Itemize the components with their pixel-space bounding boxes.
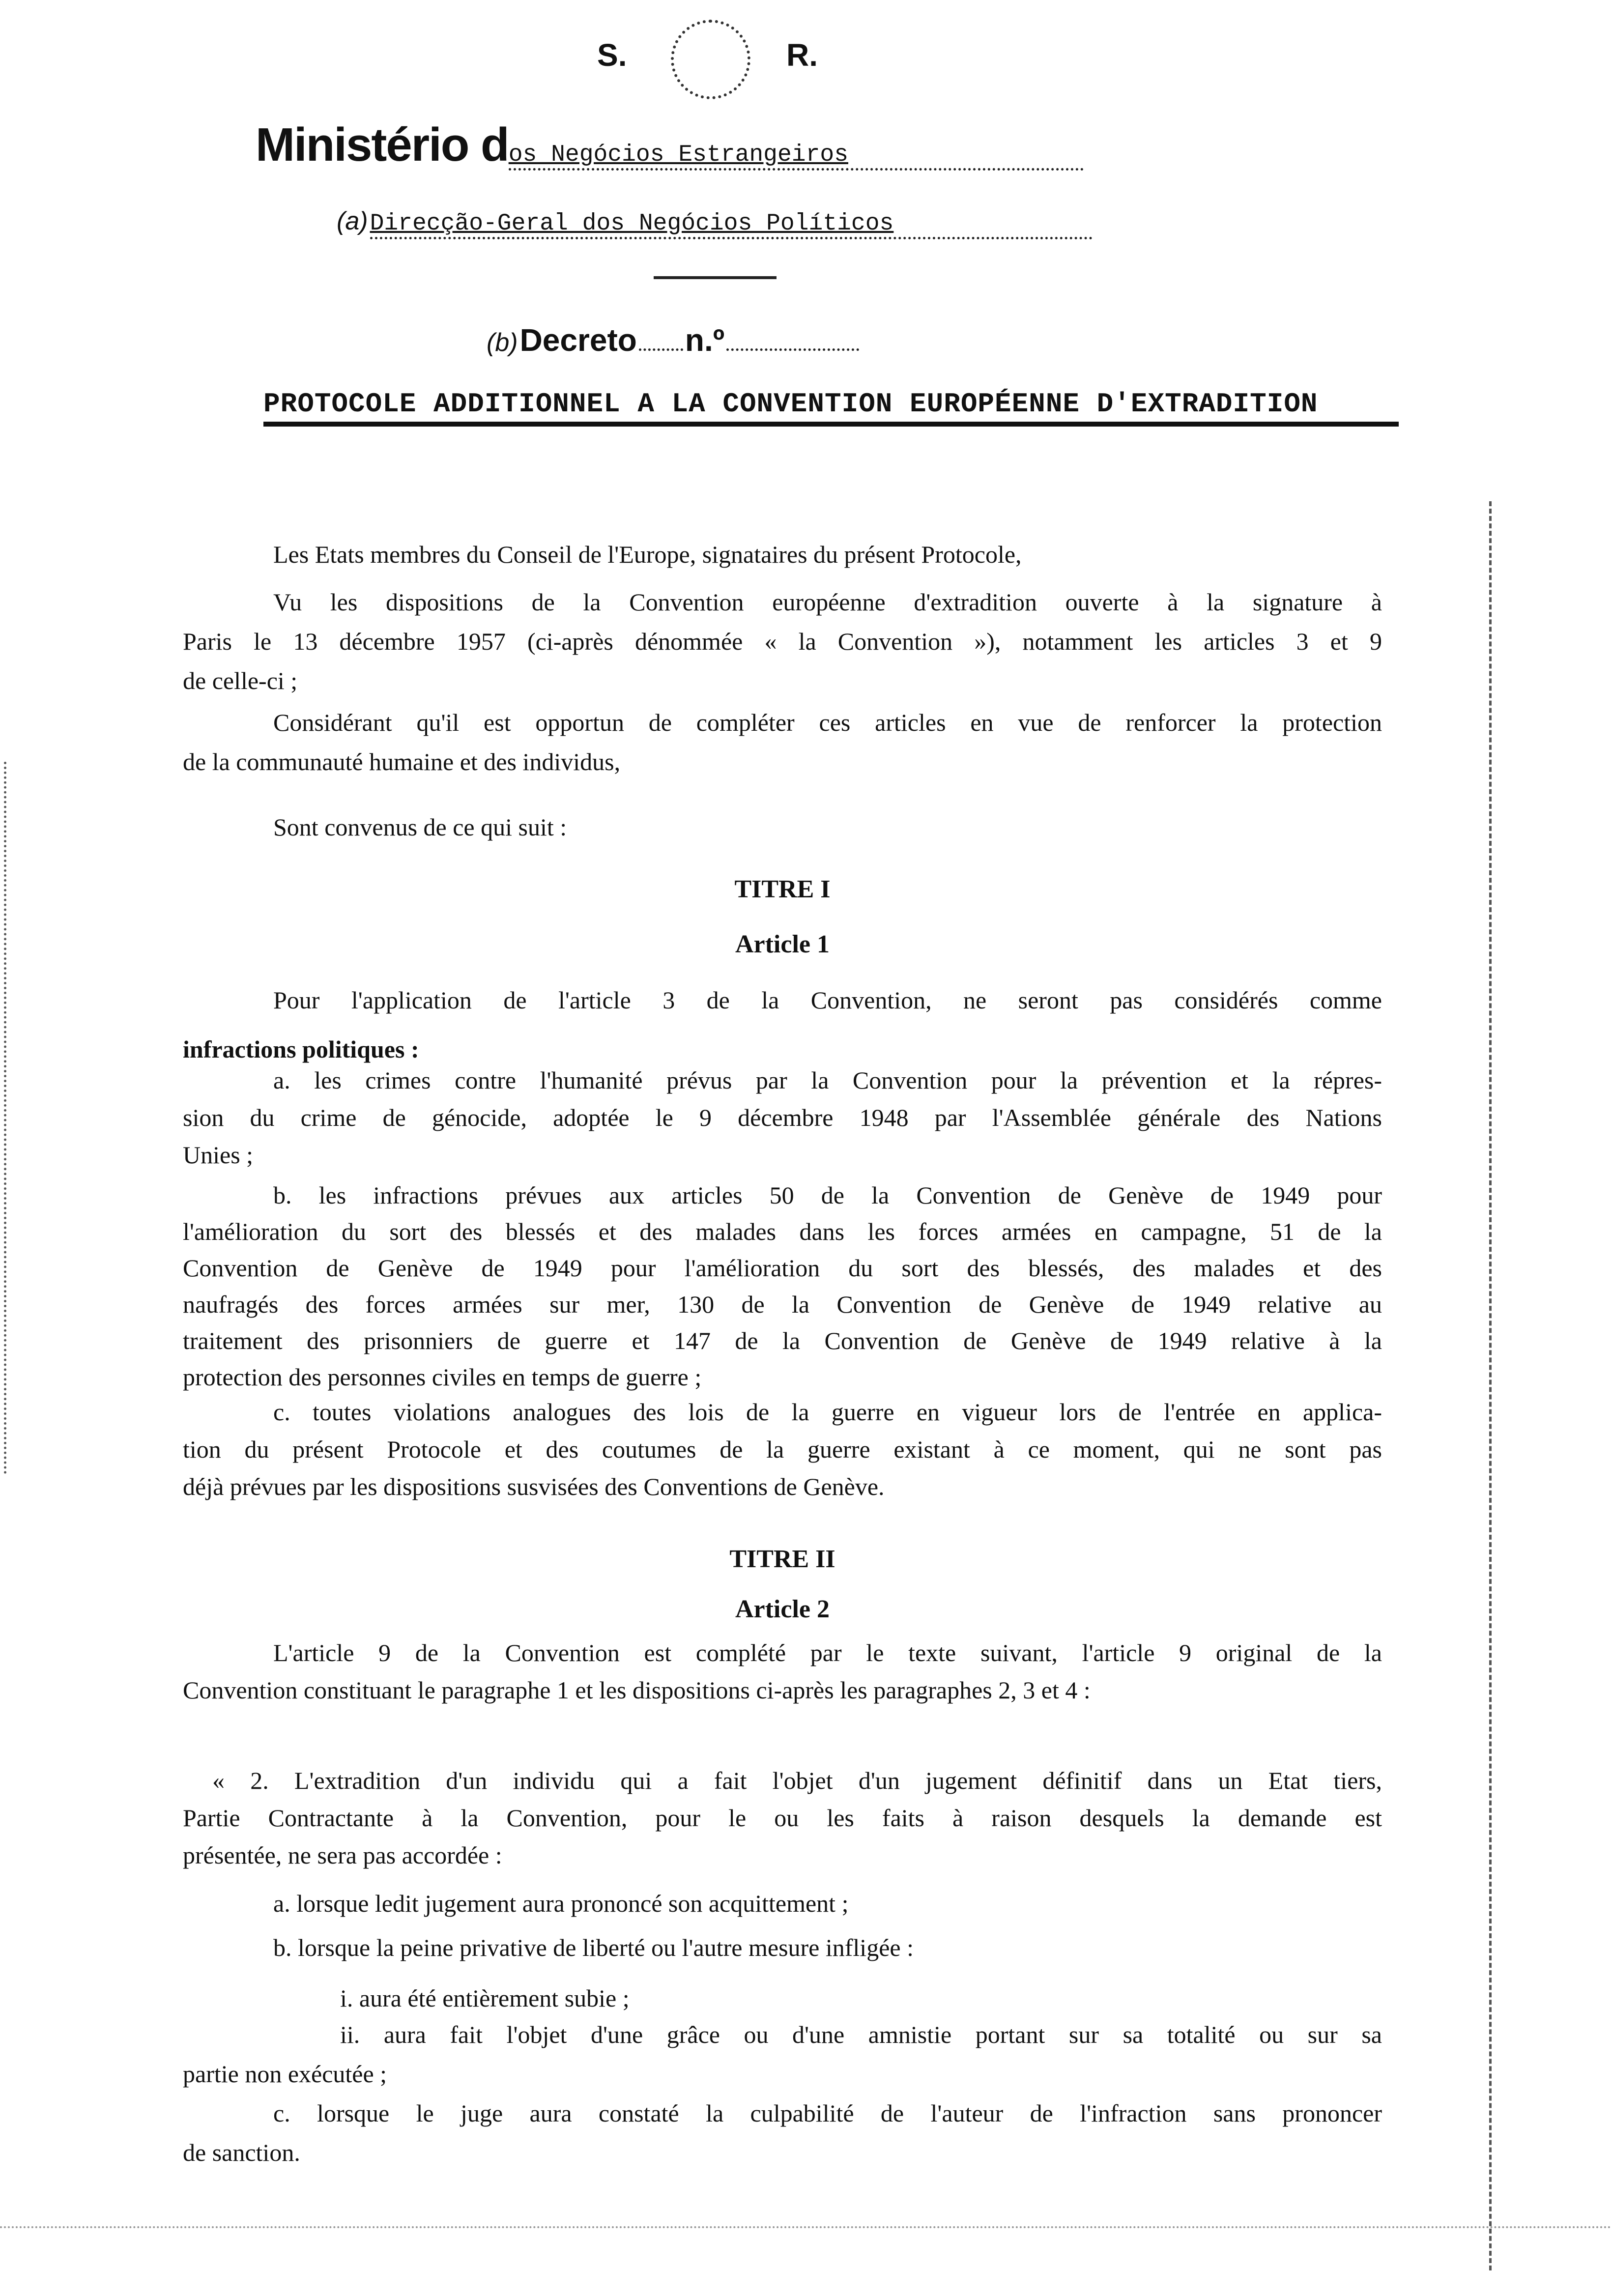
text-line: de celle-ci ; (183, 667, 298, 694)
letterhead-initial-s: S. (597, 37, 627, 73)
text-line: b. lorsque la peine privative de liberté ou l'autre mesure infligée : (273, 1934, 914, 1961)
text-line: ii. aura fait l'objet d'une grâce ou d'une amnistie portant sur sa totalité ou sur sa (340, 2021, 1382, 2048)
article-1-item-b (183, 1177, 1382, 1395)
article-2-item-a (183, 1885, 1382, 1922)
decree-line (487, 322, 859, 358)
preamble-parties (183, 536, 1382, 573)
text-line: Vu les dispositions de la Convention européenne d'extradition ouverte à la signature à (273, 588, 1382, 616)
right-margin-scan-marks (1489, 501, 1492, 2270)
preamble-considerant (183, 703, 1382, 781)
left-margin-scan-marks (4, 762, 6, 1474)
text-line: tion du présent Protocole et des coutumes de la guerre existant à ce moment, qui ne sont pas (183, 1435, 1382, 1463)
article-1-item-a (183, 1062, 1382, 1174)
titre-2-heading: TITRE II (729, 1545, 835, 1573)
article-2-item-b (183, 1929, 1382, 1966)
text-line: traitement des prisonniers de guerre et 147 de la Convention de Genève de 1949 relative à la (183, 1327, 1382, 1354)
document-title: PROTOCOLE ADDITIONNEL A LA CONVENTION EUROPÉENNE D'EXTRADITION (263, 388, 1318, 420)
decorative-divider (654, 276, 777, 279)
text-line: a. lorsque ledit jugement aura prononcé son acquittement ; (273, 1890, 849, 1917)
article-1-heading: Article 1 (735, 930, 830, 958)
text-line: infractions politiques : (183, 1035, 419, 1063)
title-underline (263, 422, 1399, 427)
number-blank (726, 348, 859, 351)
article-2-item-c (183, 2094, 1382, 2172)
label-a: (a) (337, 207, 368, 235)
article-2-item-b-i (183, 1980, 1382, 2017)
text-line: protection des personnes civiles en temps de guerre ; (183, 1363, 702, 1391)
number-label: n.º (685, 322, 725, 358)
text-line: sion du crime de génocide, adoptée le 9 décembre 1948 par l'Assemblée générale des Nations (183, 1104, 1382, 1131)
label-b: (b) (487, 328, 518, 357)
text-line: présentée, ne sera pas accordée : (183, 1841, 502, 1869)
titre-1-heading: TITRE I (734, 875, 831, 903)
text-line: Unies ; (183, 1141, 254, 1169)
text-line: partie non exécutée ; (183, 2060, 387, 2088)
text-line: Sont convenus de ce qui suit : (273, 813, 567, 841)
directorate-line (337, 206, 1093, 239)
text-line: de sanction. (183, 2139, 300, 2166)
text-line: de la communauté humaine et des individus, (183, 748, 621, 775)
text-line: c. toutes violations analogues des lois de la guerre en vigueur lors de l'entrée en applica- (273, 1398, 1382, 1426)
text-line: Paris le 13 décembre 1957 (ci-après dénommée « la Convention »), notamment les articles 3 et 9 (183, 628, 1382, 655)
decree-blank (639, 348, 683, 351)
article-2-intro (183, 1634, 1382, 1709)
text-line: i. aura été entièrement subie ; (340, 1984, 630, 2012)
text-line: l'amélioration du sort des blessés et des malades dans les forces armées en campagne, 51 de la (183, 1218, 1382, 1245)
text-line: Pour l'application de l'article 3 de la Convention, ne seront pas considérés comme (273, 986, 1382, 1014)
preamble-vu (183, 582, 1382, 700)
text-line: Convention constituant le paragraphe 1 et les dispositions ci-après les paragraphes 2, 3 et 4 : (183, 1676, 1091, 1704)
article-1-intro (183, 976, 1382, 1074)
coat-of-arms-seal-icon (671, 20, 750, 99)
text-line: b. les infractions prévues aux articles 50 de la Convention de Genève de 1949 pour (273, 1181, 1382, 1209)
bottom-scan-marks (0, 2226, 1612, 2228)
text-line: L'article 9 de la Convention est complété par le texte suivant, l'article 9 original de la (273, 1639, 1382, 1666)
directorate-name: Direcção-Geral dos Negócios Políticos (370, 210, 1093, 239)
text-line: Les Etats membres du Conseil de l'Europe, signataires du présent Protocole, (273, 541, 1022, 568)
text-line: c. lorsque le juge aura constaté la culpabilité de l'auteur de l'infraction sans prononcer (273, 2099, 1382, 2127)
text-line: « 2. L'extradition d'un individu qui a fait l'objet d'un jugement définitif dans un Etat tiers, (212, 1767, 1382, 1794)
text-line: déjà prévues par les dispositions susvisées des Conventions de Genève. (183, 1473, 885, 1500)
article-2-item-b-ii (183, 2015, 1382, 2094)
article-2-heading: Article 2 (735, 1595, 830, 1623)
text-line: Considérant qu'il est opportun de compléter ces articles en vue de renforcer la protection (273, 709, 1382, 736)
text-line: a. les crimes contre l'humanité prévus par la Convention pour la prévention et la répres- (273, 1066, 1382, 1094)
letterhead-initial-r: R. (786, 37, 818, 73)
ministry-prefix: Ministério d (256, 118, 509, 171)
text-line: naufragés des forces armées sur mer, 130 de la Convention de Genève de 1949 relative au (183, 1291, 1382, 1318)
article-2-paragraph-2 (183, 1762, 1382, 1874)
ministry-name: os Negócios Estrangeiros (509, 142, 1084, 171)
article-1-item-c (183, 1393, 1382, 1505)
text-line: Partie Contractante à la Convention, pour le ou les faits à raison desquels la demande est (183, 1804, 1382, 1832)
text-line: Convention de Genève de 1949 pour l'amélioration du sort des blessés, des malades et des (183, 1254, 1382, 1282)
preamble-convenus (183, 808, 1382, 846)
decree-label: Decreto (519, 322, 637, 358)
ministry-line (256, 118, 1084, 172)
